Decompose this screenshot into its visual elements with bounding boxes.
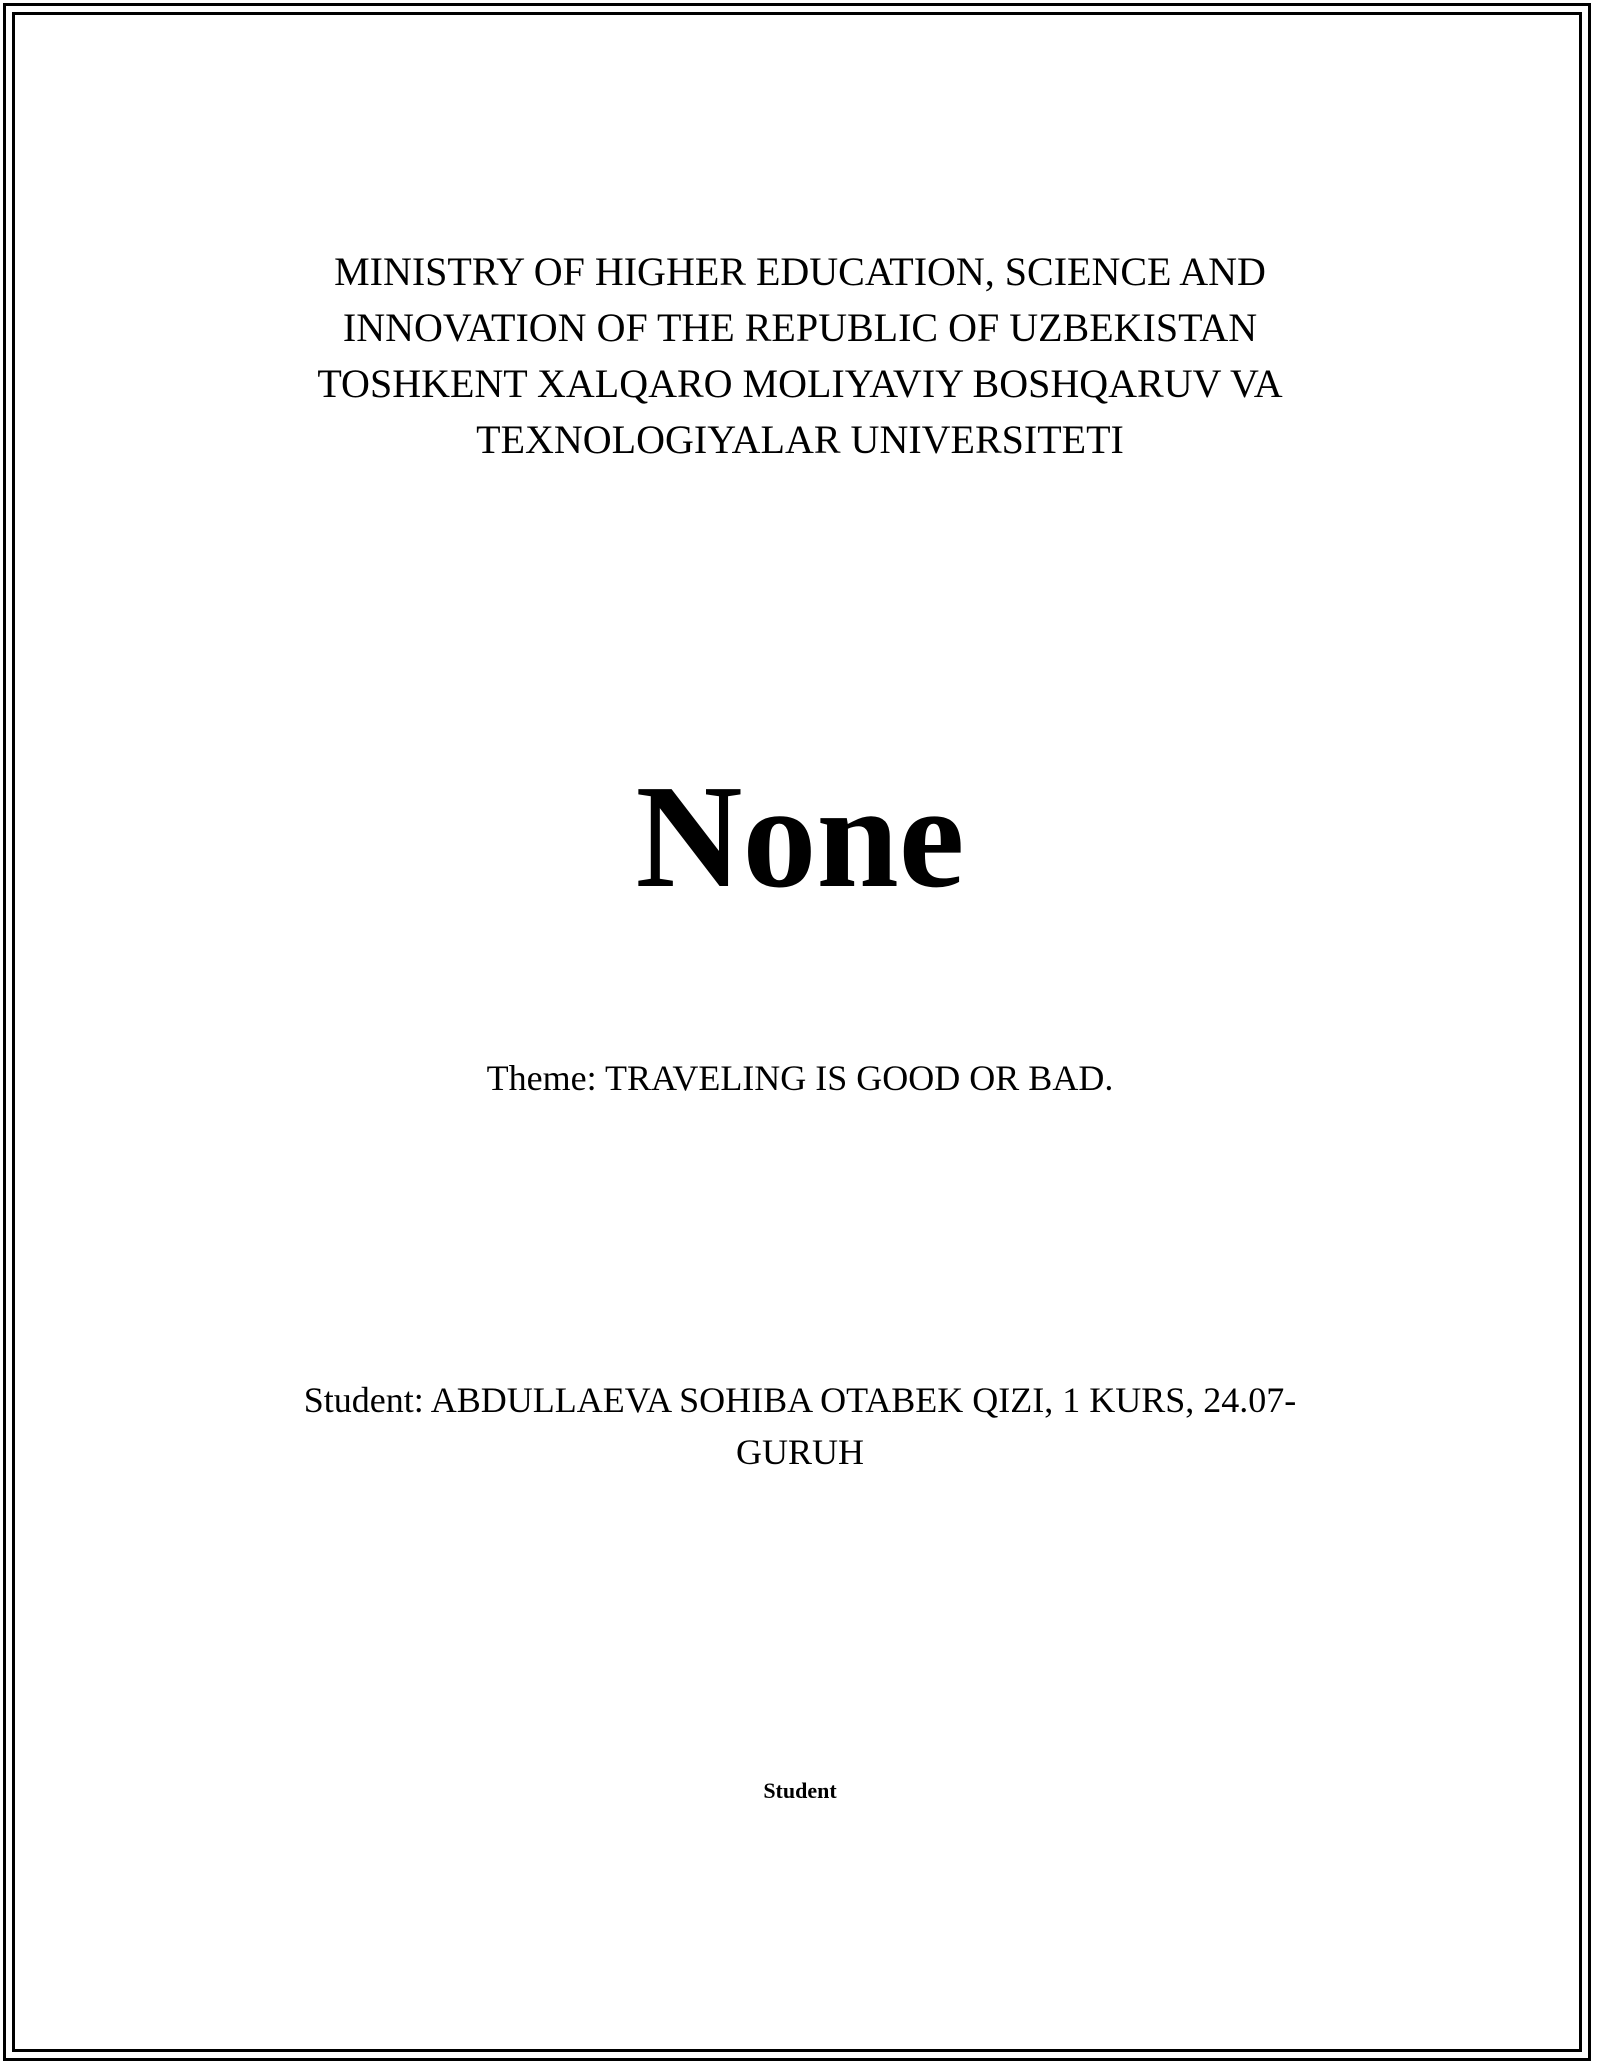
institution-header <box>0 244 1600 468</box>
student-info <box>0 1374 1600 1478</box>
institution-header-line: INNOVATION OF THE REPUBLIC OF UZBEKISTAN <box>342 305 1258 350</box>
student-info-line: Student: ABDULLAEVA SOHIBA OTABEK QIZI, 1 KURS, 24.07- <box>303 1380 1297 1420</box>
institution-header-line: MINISTRY OF HIGHER EDUCATION, SCIENCE AND <box>334 249 1266 294</box>
institution-header-line: TOSHKENT XALQARO MOLIYAVIY BOSHQARUV VA <box>317 361 1283 406</box>
theme-line: Theme: TRAVELING IS GOOD OR BAD. <box>486 1058 1114 1098</box>
student-info-line: GURUH <box>735 1432 864 1472</box>
institution-header-line: TEXNOLOGIYALAR UNIVERSITETI <box>476 417 1124 462</box>
document-title: None <box>635 755 965 919</box>
student-label: Student <box>763 1778 837 1803</box>
